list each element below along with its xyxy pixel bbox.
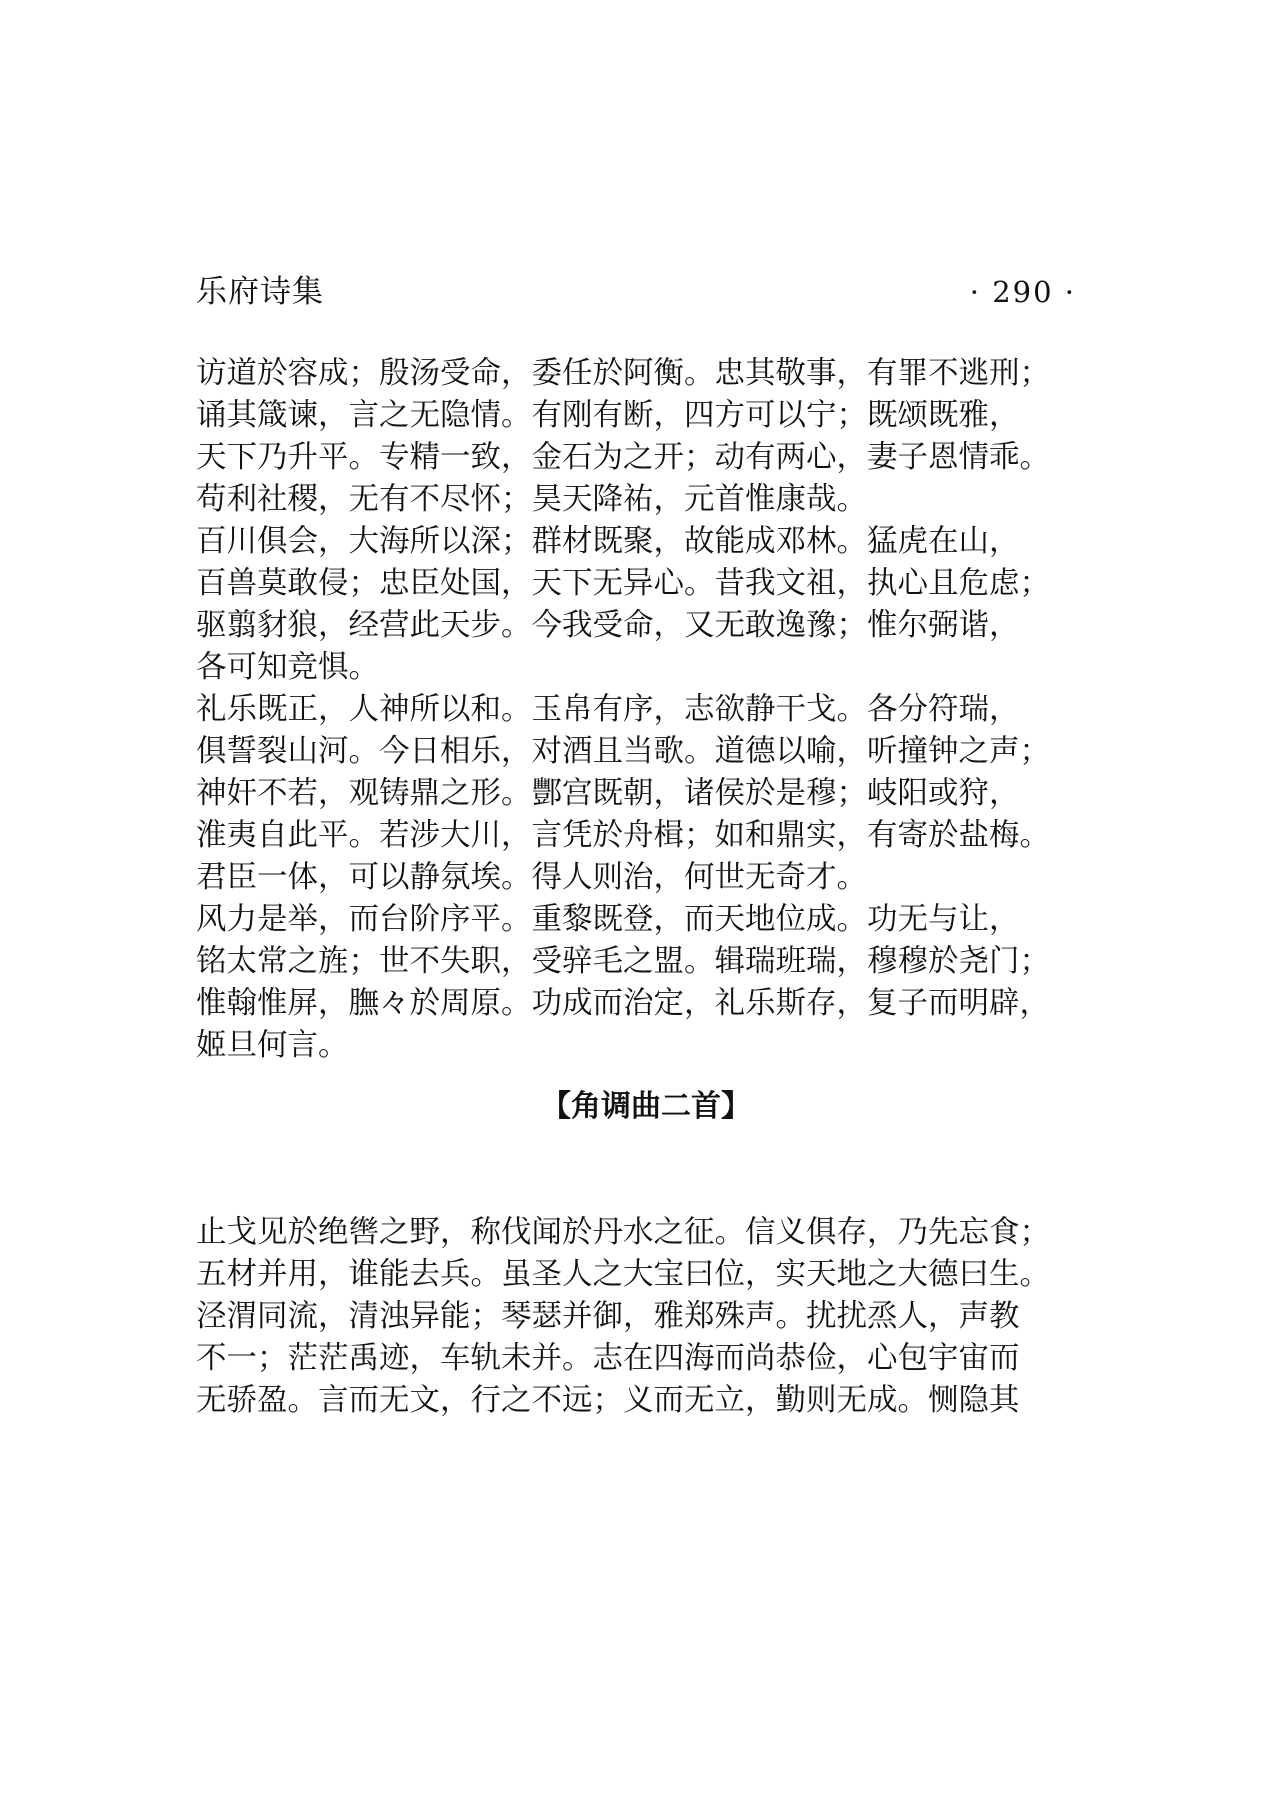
text-line: 君臣一体，可以静氛埃。得人则治，何世无奇才。 bbox=[196, 860, 867, 895]
text-line: 无骄盈。言而无文，行之不远；义而无立，勤则无成。恻隐其 bbox=[196, 1383, 1020, 1418]
text-line: 泾渭同流，清浊异能；琴瑟并御，雅郑殊声。扰扰烝人，声教 bbox=[196, 1299, 1020, 1334]
page-number: · 290 · bbox=[969, 275, 1076, 309]
section-heading: 【角调曲二首】 bbox=[541, 1089, 751, 1124]
body-text-block-2 bbox=[196, 1212, 1096, 1422]
text-line: 惟翰惟屏，膴々於周原。功成而治定，礼乐斯存，复子而明辟， bbox=[196, 986, 1050, 1021]
text-line: 淮夷自此平。若涉大川，言凭於舟楫；如和鼎实，有寄於盐梅。 bbox=[196, 818, 1050, 853]
text-line: 访道於容成；殷汤受命，委任於阿衡。忠其敬事，有罪不逃刑； bbox=[196, 356, 1050, 391]
text-line: 不一；茫茫禹迹，车轨未并。志在四海而尚恭俭，心包宇宙而 bbox=[196, 1341, 1020, 1376]
text-line: 礼乐既正，人神所以和。玉帛有序，志欲静干戈。各分符瑞， bbox=[196, 692, 1020, 727]
text-line: 苟利社稷，无有不尽怀；昊天降祐，元首惟康哉。 bbox=[196, 482, 867, 517]
text-line: 五材并用，谁能去兵。虽圣人之大宝曰位，实天地之大德曰生。 bbox=[196, 1257, 1050, 1292]
text-line: 驱翦豺狼，经营此天步。今我受命，又无敢逸豫；惟尔弼谐， bbox=[196, 608, 1020, 643]
text-line: 止戈见於绝辔之野，称伐闻於丹水之征。信义俱存，乃先忘食； bbox=[196, 1215, 1050, 1250]
page-header bbox=[196, 270, 1076, 314]
text-line: 各可知竞惧。 bbox=[196, 650, 379, 685]
text-line: 百兽莫敢侵；忠臣处国，天下无异心。昔我文祖，执心且危虑； bbox=[196, 566, 1050, 601]
text-line: 神奸不若，观铸鼎之形。酆宫既朝，诸侯於是穆；岐阳或狩， bbox=[196, 776, 1020, 811]
text-line: 姬旦何言。 bbox=[196, 1028, 349, 1063]
text-line: 风力是举，而台阶序平。重黎既登，而天地位成。功无与让， bbox=[196, 902, 1020, 937]
text-line: 诵其箴谏，言之无隐情。有刚有断，四方可以宁；既颂既雅， bbox=[196, 398, 1020, 433]
book-title: 乐府诗集 bbox=[196, 274, 324, 310]
text-line: 天下乃升平。专精一致，金石为之开；动有两心，妻子恩情乖。 bbox=[196, 440, 1050, 475]
body-text-block-1 bbox=[196, 353, 1096, 1067]
text-line: 俱誓裂山河。今日相乐，对酒且当歌。道德以喻，听撞钟之声； bbox=[196, 734, 1050, 769]
text-line: 铭太常之旌；世不失职，受骍毛之盟。辑瑞班瑞，穆穆於尧门； bbox=[196, 944, 1050, 979]
text-line: 百川俱会，大海所以深；群材既聚，故能成邓林。猛虎在山， bbox=[196, 524, 1020, 559]
